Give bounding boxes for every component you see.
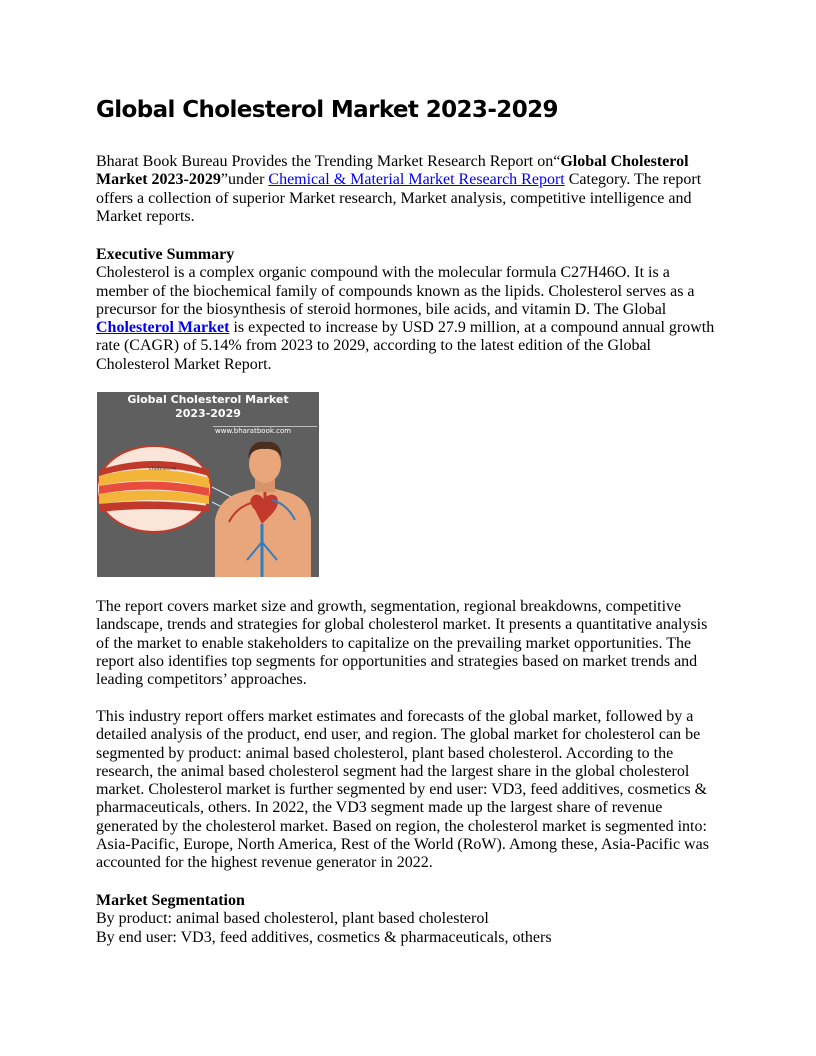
industry-paragraph: This industry report offers market estimates and forecasts of the global market, followed by a detailed analysis of the product, end user, and region. The global market for cholesterol can be segmented by product: animal based cholesterol, plant based cholesterol. According to the research, the animal based cholesterol segment had the largest share in the global cholesterol market. Cholesterol market is further segmented by end user: VD3, feed additives, cosmetics & pharmaceuticals, others. In 2022, the VD3 segment made up the largest share of revenue generated by the cholesterol market. Based on region, the cholesterol market is segmented into: Asia-Pacific, Europe, North America, Rest of the World (RoW). Among these, Asia-Pacific was accounted for the highest revenue generator in 2022. bbox=[96, 708, 709, 872]
cover-title-line2: 2023-2029 bbox=[175, 407, 241, 420]
intro-text-3: Category. The report offers a collection of superior Market research, Market analysis, competitive intelligence and Market reports. bbox=[96, 171, 702, 225]
report-cover-image bbox=[97, 392, 319, 577]
executive-summary-section bbox=[96, 246, 720, 374]
coverage-paragraph: The report covers market size and growth, segmentation, regional breakdowns, competitive landscape, trends and strategies for global cholesterol market. It presents a quantitative analysis of the market to enable stakeholders to capitalize on the prevailing market opportunities. The report also identifies top segments for opportunities and strategies based on market trends and leading competitors’ approaches. bbox=[96, 598, 708, 689]
cover-url: www.bharatbook.com bbox=[215, 427, 292, 435]
cover-title bbox=[97, 392, 319, 421]
market-segmentation-section bbox=[96, 892, 720, 947]
cover-title-line1: Global Cholesterol Market bbox=[127, 393, 289, 406]
segmentation-by-end-user: By end user: VD3, feed additives, cosmetics & pharmaceuticals, others bbox=[96, 928, 552, 946]
vessel-label: cholesterol bbox=[149, 466, 177, 472]
intro-text-1: Bharat Book Bureau Provides the Trending Market Research Report on“ bbox=[96, 153, 561, 170]
intro-text-2: ”under bbox=[220, 171, 269, 189]
market-segmentation-heading: Market Segmentation bbox=[96, 892, 245, 909]
cholesterol-market-link[interactable]: Cholesterol Market bbox=[96, 319, 230, 337]
category-link[interactable]: Chemical & Material Market Research Report bbox=[268, 171, 565, 189]
intro-paragraph bbox=[96, 153, 720, 226]
report-name: Global Cholesterol Market 2023-2029 bbox=[96, 153, 689, 189]
segmentation-by-product: By product: animal based cholesterol, plant based cholesterol bbox=[96, 910, 489, 928]
executive-text-2: is expected to increase by USD 27.9 million, at a compound annual growth rate (CAGR) of 5.14% from 2023 to 2029, according to the latest edition of the Global Cholesterol Market Report. bbox=[96, 319, 715, 373]
page-title: Global Cholesterol Market 2023-2029 bbox=[96, 97, 558, 123]
executive-summary-heading: Executive Summary bbox=[96, 246, 235, 263]
executive-text-1: Cholesterol is a complex organic compound with the molecular formula C27H46O. It is a member of the biochemical family of compounds known as the lipids. Cholesterol serves as a precursor for the biosynthesis of steroid hormones, bile acids, and vitamin D. The Global bbox=[96, 264, 695, 318]
